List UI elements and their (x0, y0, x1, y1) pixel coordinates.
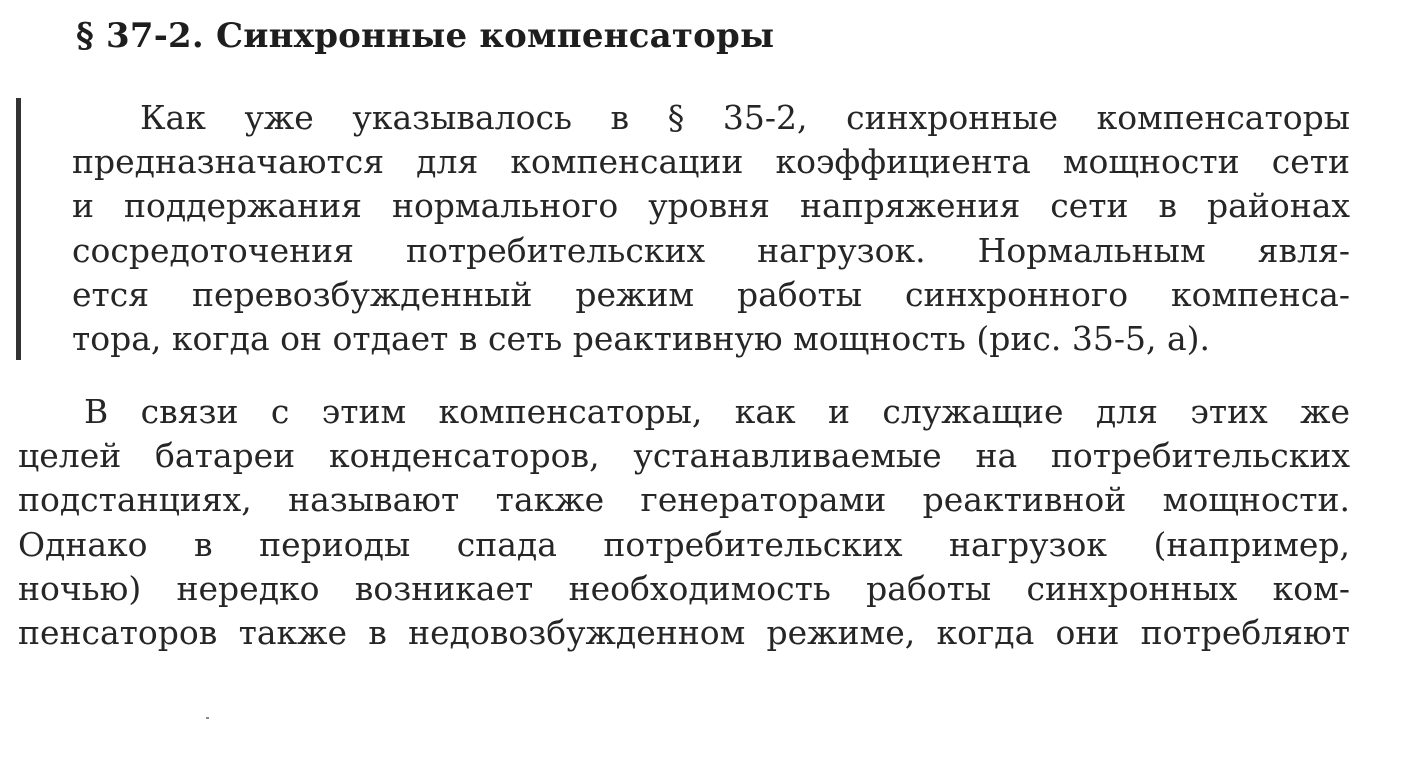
section-heading: § 37-2. Синхронные компенсаторы (76, 16, 775, 56)
paragraph-1 (72, 96, 1350, 361)
text-line: подстанциях, называют также генераторами реактивной мощности. (18, 480, 1350, 520)
margin-bar (16, 98, 21, 360)
paragraph-2 (18, 390, 1350, 655)
text-line: В связи с этим компенсаторы, как и служащие для этих же (84, 392, 1350, 431)
text-line: Как уже указывалось в § 35-2, синхронные компенсаторы (140, 98, 1350, 137)
text-line: целей батареи конденсаторов, устанавливаемые на потребительских (18, 436, 1350, 476)
text-line: тора, когда он отдает в сеть реактивную мощность (рис. 35-5, а). (72, 319, 1211, 359)
text-line: пенсаторов также в недовозбужденном режиме, когда они потребляют (18, 613, 1350, 653)
text-line: сосредоточения потребительских нагрузок. Нормальным явля- (72, 230, 1350, 270)
text-line: ночью) нередко возникает необходимость работы синхронных ком- (18, 568, 1350, 608)
text-line: предназначаются для компенсации коэффициента мощности сети (72, 142, 1350, 182)
text-line: и поддержания нормального уровня напряжения сети в районах (72, 186, 1350, 226)
text-line: ется перевозбужденный режим работы синхронного компенса- (72, 274, 1350, 314)
scan-speck (206, 717, 209, 719)
text-line: Однако в периоды спада потребительских нагрузок (например, (18, 524, 1350, 564)
